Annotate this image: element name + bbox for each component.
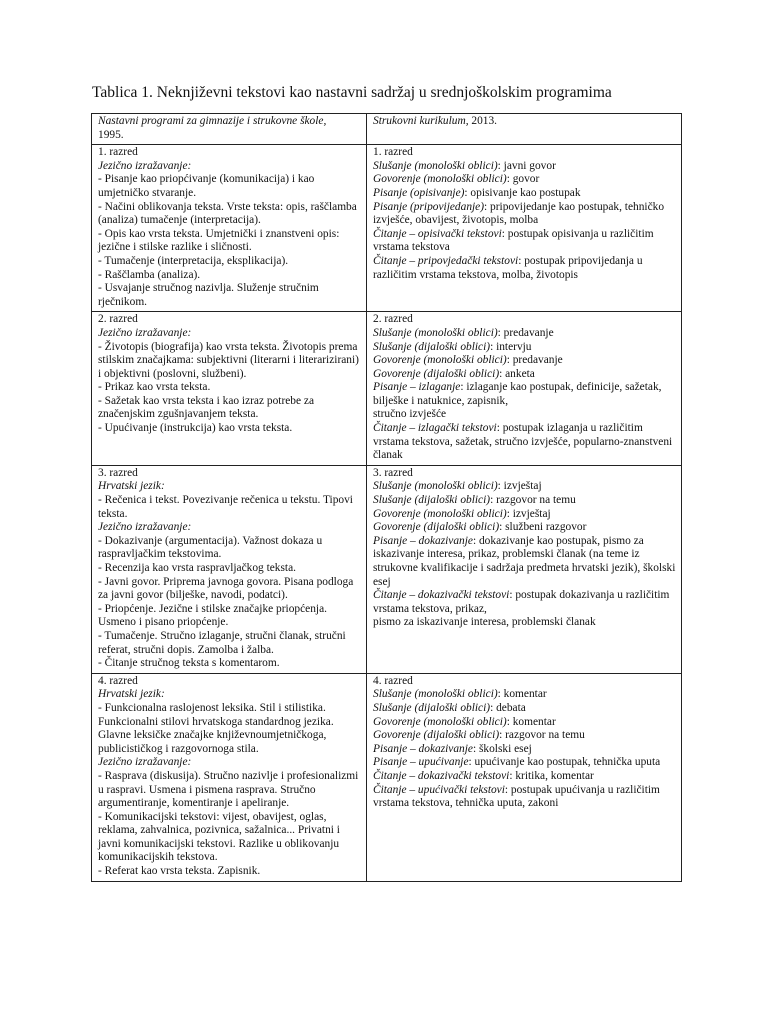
activity-label: Slušanje (monološki oblici) (373, 326, 498, 339)
cell-line: - Upućivanje (instrukcija) kao vrsta teksta. (98, 422, 293, 435)
grade-label: 3. razred (98, 466, 138, 479)
activity-label: Slušanje (dijaloški oblici) (373, 701, 491, 714)
activity-text: : komentar (497, 688, 547, 701)
activity-label: Govorenje (dijaloški oblici) (373, 521, 500, 534)
cell-line (373, 480, 677, 494)
cell-program-1995 (92, 312, 367, 466)
activity-text: : izlaganje kao postupak, definicije, sažetak, bilješke i natuknice, zapisnik, (373, 381, 662, 407)
activity-label: Pisanje – dokazivanje (373, 534, 473, 547)
activity-label: Govorenje (monološki oblici) (373, 354, 507, 367)
activity-label: Pisanje – upućivanje (373, 756, 469, 769)
cell-line: - Rečenica i tekst. Povezivanje rečenica u tekstu. Tipovi teksta. (98, 494, 353, 520)
activity-text: : kritika, komentar (509, 769, 594, 782)
activity-text: : predavanje (506, 354, 563, 367)
cell-line (373, 535, 677, 589)
cell-line: - Prikaz kao vrsta teksta. (98, 381, 211, 394)
cell-curriculum-2013 (367, 673, 682, 881)
cell-line: - Recenzija kao vrsta raspravljačkog teksta. (98, 562, 296, 574)
activity-text: : javni govor (497, 159, 556, 172)
activity-label: Govorenje (dijaloški oblici) (373, 729, 500, 742)
activity-label: Čitanje – dokazivački tekstovi (373, 769, 510, 782)
cell-line: - Dokazivanje (argumentacija). Važnost dokaza u raspravljačkim tekstovima. (98, 534, 323, 561)
cell-line: - Raščlamba (analiza). (98, 268, 201, 281)
activity-text: : razgovor na temu (499, 729, 585, 742)
activity-label: Govorenje (dijaloški oblici) (373, 367, 500, 380)
header-left-year: 1995. (98, 128, 124, 141)
cell-line (373, 743, 677, 757)
grade-label: 1. razred (98, 146, 138, 159)
cell-curriculum-2013 (367, 465, 682, 673)
activity-label: Slušanje (dijaloški oblici) (373, 340, 491, 353)
activity-text: : predavanje (497, 326, 554, 339)
activity-text: : upućivanje kao postupak, tehnička uputa (468, 756, 661, 769)
cell-program-1995 (92, 673, 367, 881)
cell-line (373, 327, 677, 341)
activity-text: : izvještaj (497, 480, 542, 493)
activity-text: : komentar (506, 715, 556, 728)
grade-label: 1. razred (373, 146, 413, 159)
header-right-italic: Strukovni kurikulum, (373, 115, 469, 127)
cell-line (373, 494, 677, 508)
activity-text: : pripovijedanje kao postupak, tehničko izvješće, obavijest, životopis, molba (373, 200, 665, 227)
cell-line: - Sažetak kao vrsta teksta i kao izraz potrebe za značenjskim zgušnjavanjem teksta. (98, 394, 314, 421)
activity-label: Slušanje (dijaloški oblici) (373, 494, 491, 507)
grade-label: 4. razred (373, 674, 413, 687)
cell-line (373, 688, 677, 702)
cell-curriculum-2013 (367, 312, 682, 466)
activity-label: Pisanje – izlaganje (373, 381, 461, 394)
cell-line (373, 702, 677, 716)
activity-text: : postupak izlaganja u različitim vrstama tekstova, sažetak, stručno izvješće, popularno-znanstveni članak (373, 422, 673, 462)
cell-line: - Javni govor. Priprema javnoga govora. Pisana podloga za javni govor (bilješke, navodi, podatci). (98, 575, 354, 602)
cell-line: - Komunikacijski tekstovi: vijest, obavijest, oglas, reklama, zahvalnica, pozivnica, sažalnica... Privatni i javni komunikacijski tekstovi. Razlike u oblikovanju komunikacijskih tekstova. (98, 810, 340, 864)
activity-text: : razgovor na temu (490, 494, 576, 507)
activity-label: Čitanje – izlagački tekstovi (373, 422, 497, 435)
cell-line (373, 422, 677, 463)
cell-line: - Rasprava (diskusija). Stručno nazivlje i profesionalizmi u raspravi. Usmena i pismena rasprava. Stručno argumentiranje, komentiranje i apeliranje. (98, 769, 359, 810)
activity-text: : anketa (499, 367, 535, 380)
table-caption: Tablica 1. Neknjiževni tekstovi kao nastavni sadržaj u srednjoškolskim programima (92, 84, 612, 101)
activity-text: : dokazivanje kao postupak, pismo za iskazivanje interesa, prikaz, problemski članak (na teme iz strukovne kvalifikacije i sadržaja predmeta hrvatski jezik), školski esej (373, 534, 676, 588)
cell-program-1995 (92, 145, 367, 312)
cell-line: - Životopis (biografija) kao vrsta teksta. Životopis prema stilskim značajkama: subjektivni (literarni i literarizirani) i objektivni (poslovni, službeni). (98, 340, 359, 380)
cell-line: - Priopćenje. Jezične i stilske značajke priopćenja. Usmeno i pisano priopćenje. (98, 602, 327, 629)
cell-line (373, 784, 677, 811)
cell-line: - Tumačenje. Stručno izlaganje, stručni članak, stručni referat, stručni dopis. Zamolba i žalba. (98, 629, 346, 656)
cell-line (373, 187, 677, 201)
comparison-table (91, 113, 682, 882)
cell-line (373, 729, 677, 743)
activity-text: : postupak upućivanja u različitim vrstama tekstova, tehnička uputa, zakoni (373, 783, 660, 810)
activity-label: Govorenje (monološki oblici) (373, 173, 507, 186)
header-cell-curriculum-2013 (367, 114, 682, 145)
cell-line (373, 756, 677, 770)
activity-label: Govorenje (monološki oblici) (373, 507, 507, 520)
cell-line: Hrvatski jezik: (98, 688, 165, 701)
cell-line: stručno izvješće (373, 408, 447, 421)
cell-line: - Načini oblikovanja teksta. Vrste teksta: opis, raščlamba (analiza) tumačenje (interpretacija). (98, 200, 357, 227)
cell-line (373, 716, 677, 730)
grade-label: 2. razred (98, 313, 138, 326)
activity-label: Čitanje – upućivački tekstovi (373, 783, 505, 796)
table-row (92, 673, 682, 881)
cell-line (373, 173, 677, 187)
table-row (92, 465, 682, 673)
cell-line (373, 201, 677, 228)
activity-label: Govorenje (monološki oblici) (373, 715, 507, 728)
activity-label: Pisanje – dokazivanje (373, 742, 473, 755)
cell-line (373, 160, 677, 174)
activity-text: : školski esej (472, 742, 532, 755)
cell-line: Jezično izražavanje: (98, 521, 192, 534)
activity-text: : postupak dokazivanja u različitim vrstama tekstova, prikaz, (373, 589, 670, 615)
cell-line (373, 508, 677, 522)
activity-text: : izvještaj (506, 507, 551, 520)
cell-line: - Usvajanje stručnog nazivlja. Služenje stručnim rječnikom. (98, 282, 319, 308)
header-left-italic: Nastavni programi za gimnazije i strukovne škole, (98, 115, 327, 127)
table-row (92, 145, 682, 312)
activity-label: Čitanje – opisivački tekstovi (373, 227, 502, 240)
cell-line: - Opis kao vrsta teksta. Umjetnički i znanstveni opis: jezične i stilske razlike i sličnosti. (98, 227, 340, 254)
cell-line: Hrvatski jezik: (98, 480, 165, 493)
cell-line (373, 589, 677, 616)
activity-label: Slušanje (monološki oblici) (373, 480, 498, 493)
cell-program-1995 (92, 465, 367, 673)
cell-line (373, 354, 677, 368)
cell-line: Jezično izražavanje: (98, 756, 192, 769)
cell-line: Jezično izražavanje: (98, 326, 192, 339)
activity-text: : opisivanje kao postupak (464, 186, 581, 199)
activity-label: Slušanje (monološki oblici) (373, 159, 498, 172)
cell-line: Jezično izražavanje: (98, 159, 192, 172)
header-right-year: 2013. (468, 115, 498, 127)
cell-line: - Pisanje kao priopćivanje (komunikacija) i kao umjetničko stvaranje. (98, 173, 315, 199)
cell-line (373, 255, 677, 282)
activity-text: : debata (490, 701, 526, 714)
cell-line (373, 368, 677, 382)
activity-label: Čitanje – pripovjedački tekstovi (373, 254, 519, 267)
cell-line (373, 381, 677, 408)
activity-text: : postupak pripovijedanja u različitim vrstama tekstova, molba, životopis (373, 254, 643, 281)
grade-label: 2. razred (373, 313, 413, 326)
grade-label: 3. razred (373, 466, 413, 479)
activity-text: : postupak opisivanja u različitim vrstama tekstova (373, 227, 654, 254)
activity-text: : intervju (490, 340, 532, 353)
activity-text: : službeni razgovor (499, 521, 587, 534)
cell-line (373, 341, 677, 355)
activity-label: Pisanje (opisivanje) (373, 186, 465, 199)
cell-line (373, 770, 677, 784)
header-cell-programs-1995 (92, 114, 367, 145)
table-row (92, 312, 682, 466)
cell-line: - Referat kao vrsta teksta. Zapisnik. (98, 865, 261, 878)
table-header-row (92, 114, 682, 145)
cell-line: - Tumačenje (interpretacija, eksplikacija). (98, 254, 289, 267)
activity-text: : govor (506, 173, 540, 186)
cell-line: - Čitanje stručnog teksta s komentarom. (98, 657, 280, 670)
activity-label: Čitanje – dokazivački tekstovi (373, 589, 510, 602)
cell-line: - Funkcionalna raslojenost leksika. Stil i stilistika. Funkcionalni stilovi hrvatskoga standardnog jezika. Glavne leksičke značajke književnoumjetničkoga, publicističkog i razgovornoga stila. (98, 701, 334, 755)
cell-line (373, 521, 677, 535)
cell-curriculum-2013 (367, 145, 682, 312)
activity-label: Slušanje (monološki oblici) (373, 688, 498, 701)
cell-line (373, 228, 677, 255)
activity-label: Pisanje (pripovijedanje) (373, 200, 485, 213)
grade-label: 4. razred (98, 674, 138, 687)
cell-line: pismo za iskazivanje interesa, problemski članak (373, 616, 596, 629)
